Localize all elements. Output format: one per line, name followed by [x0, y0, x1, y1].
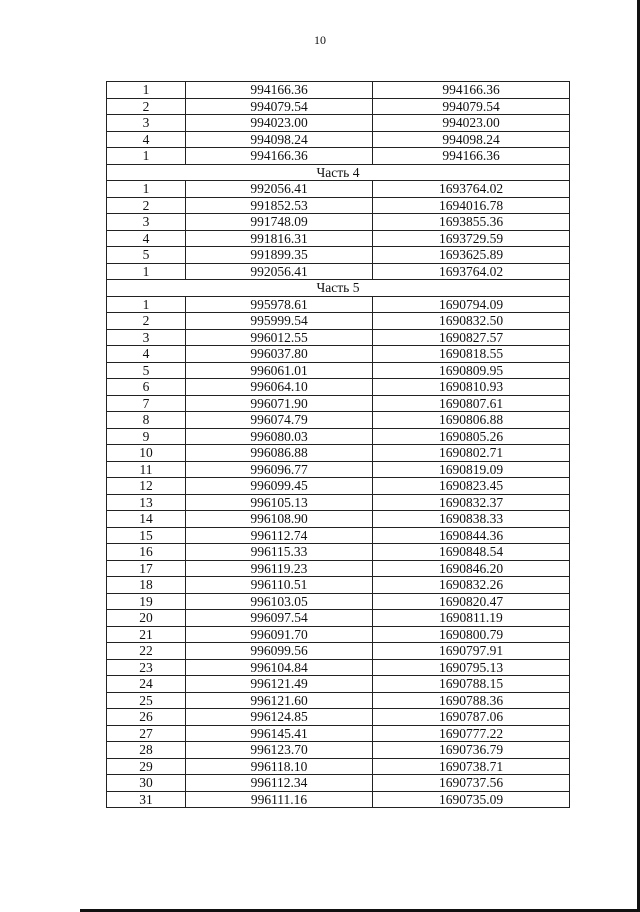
table-row: [107, 709, 570, 726]
x-coordinate-cell: 996112.34: [186, 775, 373, 792]
y-coordinate-cell: 1690777.22: [373, 725, 570, 742]
y-coordinate-cell: 1690788.36: [373, 692, 570, 709]
table-row: [107, 148, 570, 165]
table-row: [107, 758, 570, 775]
point-number-cell: 16: [107, 544, 186, 561]
x-coordinate-cell: 996104.84: [186, 659, 373, 676]
x-coordinate-cell: 994023.00: [186, 115, 373, 132]
point-number-cell: 6: [107, 379, 186, 396]
y-coordinate-cell: 1690805.26: [373, 428, 570, 445]
x-coordinate-cell: 991816.31: [186, 230, 373, 247]
table-row: [107, 593, 570, 610]
table-row: [107, 511, 570, 528]
table-row: [107, 115, 570, 132]
y-coordinate-cell: 1690810.93: [373, 379, 570, 396]
y-coordinate-cell: 1690736.79: [373, 742, 570, 759]
x-coordinate-cell: 996124.85: [186, 709, 373, 726]
table-row: [107, 230, 570, 247]
table-row: [107, 445, 570, 462]
table-row: [107, 610, 570, 627]
table-row: [107, 181, 570, 198]
y-coordinate-cell: 1690827.57: [373, 329, 570, 346]
x-coordinate-cell: 992056.41: [186, 263, 373, 280]
y-coordinate-cell: 1690806.88: [373, 412, 570, 429]
point-number-cell: 1: [107, 148, 186, 165]
y-coordinate-cell: 1690832.50: [373, 313, 570, 330]
point-number-cell: 8: [107, 412, 186, 429]
table-row: [107, 544, 570, 561]
table-row: [107, 362, 570, 379]
table-row: [107, 478, 570, 495]
table-row: [107, 313, 570, 330]
table-row: [107, 263, 570, 280]
point-number-cell: 3: [107, 329, 186, 346]
point-number-cell: 24: [107, 676, 186, 693]
table-row: [107, 742, 570, 759]
x-coordinate-cell: 994166.36: [186, 148, 373, 165]
y-coordinate-cell: 1694016.78: [373, 197, 570, 214]
y-coordinate-cell: 1690844.36: [373, 527, 570, 544]
point-number-cell: 3: [107, 115, 186, 132]
y-coordinate-cell: 1690807.61: [373, 395, 570, 412]
x-coordinate-cell: 996071.90: [186, 395, 373, 412]
point-number-cell: 4: [107, 230, 186, 247]
point-number-cell: 20: [107, 610, 186, 627]
point-number-cell: 17: [107, 560, 186, 577]
point-number-cell: 29: [107, 758, 186, 775]
table-row: [107, 775, 570, 792]
x-coordinate-cell: 996110.51: [186, 577, 373, 594]
table-row: [107, 197, 570, 214]
table-row: [107, 676, 570, 693]
y-coordinate-cell: 1690848.54: [373, 544, 570, 561]
x-coordinate-cell: 996080.03: [186, 428, 373, 445]
x-coordinate-cell: 996123.70: [186, 742, 373, 759]
x-coordinate-cell: 996121.49: [186, 676, 373, 693]
y-coordinate-cell: 1690787.06: [373, 709, 570, 726]
y-coordinate-cell: 1693625.89: [373, 247, 570, 264]
table-row: [107, 560, 570, 577]
x-coordinate-cell: 996145.41: [186, 725, 373, 742]
y-coordinate-cell: 1690819.09: [373, 461, 570, 478]
x-coordinate-cell: 994166.36: [186, 82, 373, 99]
table-row: [107, 494, 570, 511]
x-coordinate-cell: 996119.23: [186, 560, 373, 577]
y-coordinate-cell: 994079.54: [373, 98, 570, 115]
table-row: [107, 395, 570, 412]
table-row: [107, 98, 570, 115]
point-number-cell: 11: [107, 461, 186, 478]
page-number: 10: [314, 33, 326, 47]
table-row: [107, 791, 570, 808]
x-coordinate-cell: 996108.90: [186, 511, 373, 528]
point-number-cell: 1: [107, 296, 186, 313]
y-coordinate-cell: 1690795.13: [373, 659, 570, 676]
point-number-cell: 4: [107, 131, 186, 148]
table-row: [107, 247, 570, 264]
table-row: [107, 527, 570, 544]
point-number-cell: 1: [107, 82, 186, 99]
point-number-cell: 10: [107, 445, 186, 462]
table-row: [107, 296, 570, 313]
y-coordinate-cell: 1690738.71: [373, 758, 570, 775]
coordinates-table-body: [107, 82, 570, 808]
point-number-cell: 3: [107, 214, 186, 231]
point-number-cell: 4: [107, 346, 186, 363]
table-row: [107, 577, 570, 594]
x-coordinate-cell: 991748.09: [186, 214, 373, 231]
table-row: [107, 643, 570, 660]
y-coordinate-cell: 1690838.33: [373, 511, 570, 528]
y-coordinate-cell: 1690823.45: [373, 478, 570, 495]
point-number-cell: 1: [107, 181, 186, 198]
section-header-row: [107, 164, 570, 181]
point-number-cell: 1: [107, 263, 186, 280]
table-row: [107, 214, 570, 231]
y-coordinate-cell: 1690788.15: [373, 676, 570, 693]
y-coordinate-cell: 994098.24: [373, 131, 570, 148]
y-coordinate-cell: 1690846.20: [373, 560, 570, 577]
y-coordinate-cell: 1693855.36: [373, 214, 570, 231]
point-number-cell: 2: [107, 197, 186, 214]
point-number-cell: 2: [107, 313, 186, 330]
x-coordinate-cell: 991899.35: [186, 247, 373, 264]
table-row: [107, 725, 570, 742]
coordinates-table: [106, 81, 570, 808]
x-coordinate-cell: 996099.45: [186, 478, 373, 495]
x-coordinate-cell: 996064.10: [186, 379, 373, 396]
point-number-cell: 2: [107, 98, 186, 115]
table-row: [107, 82, 570, 99]
y-coordinate-cell: 1690832.26: [373, 577, 570, 594]
x-coordinate-cell: 994098.24: [186, 131, 373, 148]
point-number-cell: 14: [107, 511, 186, 528]
y-coordinate-cell: 1693729.59: [373, 230, 570, 247]
y-coordinate-cell: 1693764.02: [373, 263, 570, 280]
x-coordinate-cell: 996121.60: [186, 692, 373, 709]
y-coordinate-cell: 1690802.71: [373, 445, 570, 462]
table-row: [107, 329, 570, 346]
point-number-cell: 5: [107, 362, 186, 379]
y-coordinate-cell: 1690735.09: [373, 791, 570, 808]
point-number-cell: 21: [107, 626, 186, 643]
point-number-cell: 26: [107, 709, 186, 726]
y-coordinate-cell: 1690794.09: [373, 296, 570, 313]
table-row: [107, 461, 570, 478]
x-coordinate-cell: 996086.88: [186, 445, 373, 462]
table-row: [107, 659, 570, 676]
x-coordinate-cell: 991852.53: [186, 197, 373, 214]
x-coordinate-cell: 996074.79: [186, 412, 373, 429]
point-number-cell: 13: [107, 494, 186, 511]
table-row: [107, 379, 570, 396]
x-coordinate-cell: 996012.55: [186, 329, 373, 346]
x-coordinate-cell: 996091.70: [186, 626, 373, 643]
y-coordinate-cell: 1690832.37: [373, 494, 570, 511]
table-row: [107, 412, 570, 429]
x-coordinate-cell: 992056.41: [186, 181, 373, 198]
point-number-cell: 12: [107, 478, 186, 495]
x-coordinate-cell: 996061.01: [186, 362, 373, 379]
point-number-cell: 15: [107, 527, 186, 544]
x-coordinate-cell: 996111.16: [186, 791, 373, 808]
x-coordinate-cell: 996118.10: [186, 758, 373, 775]
table-row: [107, 131, 570, 148]
section-header-row: [107, 280, 570, 297]
table-row: [107, 428, 570, 445]
x-coordinate-cell: 995999.54: [186, 313, 373, 330]
y-coordinate-cell: 1690809.95: [373, 362, 570, 379]
y-coordinate-cell: 994023.00: [373, 115, 570, 132]
point-number-cell: 22: [107, 643, 186, 660]
x-coordinate-cell: 996037.80: [186, 346, 373, 363]
y-coordinate-cell: 1690737.56: [373, 775, 570, 792]
point-number-cell: 31: [107, 791, 186, 808]
x-coordinate-cell: 996097.54: [186, 610, 373, 627]
y-coordinate-cell: 1690818.55: [373, 346, 570, 363]
x-coordinate-cell: 996105.13: [186, 494, 373, 511]
point-number-cell: 7: [107, 395, 186, 412]
section-title: Часть 5: [107, 280, 570, 297]
point-number-cell: 25: [107, 692, 186, 709]
point-number-cell: 5: [107, 247, 186, 264]
point-number-cell: 19: [107, 593, 186, 610]
table-row: [107, 692, 570, 709]
x-coordinate-cell: 996099.56: [186, 643, 373, 660]
y-coordinate-cell: 994166.36: [373, 148, 570, 165]
y-coordinate-cell: 1690820.47: [373, 593, 570, 610]
point-number-cell: 27: [107, 725, 186, 742]
x-coordinate-cell: 995978.61: [186, 296, 373, 313]
y-coordinate-cell: 994166.36: [373, 82, 570, 99]
y-coordinate-cell: 1693764.02: [373, 181, 570, 198]
point-number-cell: 28: [107, 742, 186, 759]
section-title: Часть 4: [107, 164, 570, 181]
table-row: [107, 346, 570, 363]
y-coordinate-cell: 1690811.19: [373, 610, 570, 627]
x-coordinate-cell: 996103.05: [186, 593, 373, 610]
point-number-cell: 23: [107, 659, 186, 676]
point-number-cell: 18: [107, 577, 186, 594]
point-number-cell: 30: [107, 775, 186, 792]
y-coordinate-cell: 1690797.91: [373, 643, 570, 660]
x-coordinate-cell: 996112.74: [186, 527, 373, 544]
x-coordinate-cell: 994079.54: [186, 98, 373, 115]
x-coordinate-cell: 996096.77: [186, 461, 373, 478]
y-coordinate-cell: 1690800.79: [373, 626, 570, 643]
table-row: [107, 626, 570, 643]
x-coordinate-cell: 996115.33: [186, 544, 373, 561]
point-number-cell: 9: [107, 428, 186, 445]
